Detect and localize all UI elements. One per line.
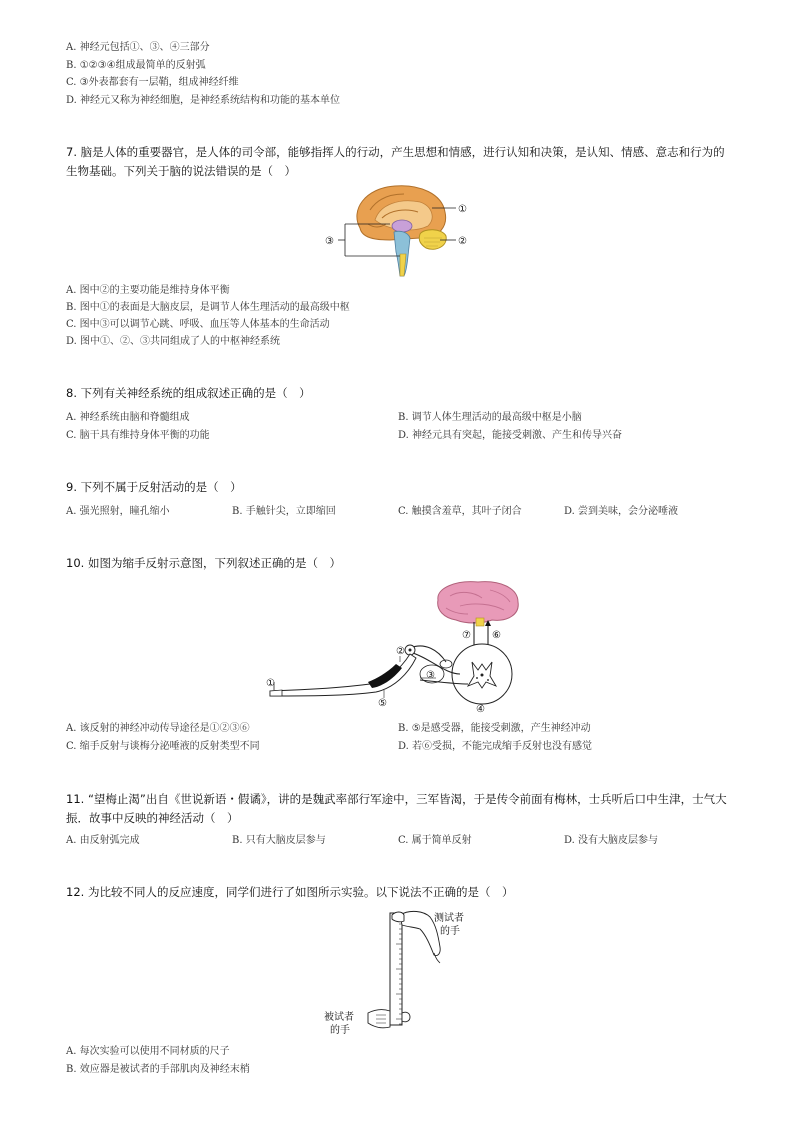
ruler-illustration [390,913,402,1025]
q10-option-a: A. 该反射的神经冲动传导途径是①②③⑥ [66,723,250,734]
brain-label-2: ② [458,236,467,247]
spinal-cord-section [440,644,512,704]
cerebrum-illustration [438,582,519,626]
subject-label-line1: 被试者 [324,1012,354,1023]
tester-label-line2: 的手 [440,926,460,937]
q12-option-a: A. 每次实验可以使用不同材质的尺子 [66,1046,230,1057]
q11-option-c: C. 属于简单反射 [398,835,472,846]
q11-option-a: A. 由反射弧完成 [66,835,140,846]
reflex-label-4: ④ [476,704,485,715]
brain-illustration [357,186,446,276]
q11-option-d: D. 没有大脑皮层参与 [564,835,659,846]
q8-option-d: D. 神经元具有突起，能接受刺激、产生和传导兴奋 [398,430,623,441]
reflex-label-3: ③ [426,670,435,681]
subject-label-line2: 的手 [330,1025,350,1036]
q10-stem: 10. 如图为缩手反射示意图，下列叙述正确的是（ ） [66,556,341,570]
q10-option-c: C. 缩手反射与谈梅分泌唾液的反射类型不同 [66,741,260,752]
q9-option-c: C. 触摸含羞草，其叶子闭合 [398,506,522,517]
q11-option-b: B. 只有大脑皮层参与 [232,835,326,846]
q6-option-a: A. 神经元包括①、③、④三部分 [66,42,210,53]
tester-label-line1: 测试者 [434,913,464,924]
brain-label-3: ③ [325,236,334,247]
q9-option-b: B. 手触针尖，立即缩回 [232,506,336,517]
q8-option-c: C. 脑干具有维持身体平衡的功能 [66,430,210,441]
reflex-label-5: ⑤ [378,698,387,709]
subject-hand-illustration [368,1010,410,1028]
q6-option-c: C. ③外表都套有一层鞘，组成神经纤维 [66,77,239,88]
q7-option-a: A. 图中②的主要功能是维持身体平衡 [66,285,230,296]
q7-stem: 7. 脑是人体的重要器官，是人体的司令部，能够指挥人的行动，产生思想和情感，进行认知和决策，是认知、情感、意志和行为的生物基础。下列关于脑的说法错误的是（ ） [66,145,725,178]
q11-stem: 11. “望梅止渴”出自《世说新语・假谲》，讲的是魏武率部行军途中，三军皆渴，于是传令前面有梅林，士兵听后口中生津，士气大振．故事中反映的神经活动（ ） [66,792,727,825]
q9-stem: 9. 下列不属于反射活动的是（ ） [66,480,242,494]
arm-illustration [270,654,416,696]
q7-option-d: D. 图中①、②、③共同组成了人的中枢神经系统 [66,336,281,347]
q6-option-b: B. ①②③④组成最简单的反射弧 [66,60,206,71]
q10-option-d: D. 若⑥受损，不能完成缩手反射也没有感觉 [398,741,593,752]
q6-option-d: D. 神经元又称为神经细胞，是神经系统结构和功能的基本单位 [66,95,341,106]
q8-option-a: A. 神经系统由脑和脊髓组成 [66,412,190,423]
q8-stem: 8. 下列有关神经系统的组成叙述正确的是（ ） [66,386,311,400]
brain-label-1: ① [458,204,467,215]
reflex-label-6: ⑥ [492,630,501,641]
q10-reflex-arc-figure [260,578,540,713]
q7-option-c: C. 图中③可以调节心跳、呼吸、血压等人体基本的生命活动 [66,319,330,330]
q12-stem: 12. 为比较不同人的反应速度，同学们进行了如图所示实验。以下说法不正确的是（ ） [66,885,514,899]
q7-option-b: B. 图中①的表面是大脑皮层，是调节人体生理活动的最高级中枢 [66,302,350,313]
q7-brain-figure [320,180,480,280]
reflex-label-2: ② [396,646,405,657]
reflex-label-7: ⑦ [462,630,471,641]
q12-option-b: B. 效应器是被试者的手部肌肉及神经末梢 [66,1064,250,1075]
q12-ruler-figure [320,905,490,1040]
q8-option-b: B. 调节人体生理活动的最高级中枢是小脑 [398,412,582,423]
reflex-label-1: ① [266,678,275,689]
q9-option-a: A. 强光照射，瞳孔缩小 [66,506,170,517]
q10-option-b: B. ⑤是感受器，能接受刺激，产生神经冲动 [398,723,591,734]
q9-option-d: D. 尝到美味，会分泌唾液 [564,506,679,517]
